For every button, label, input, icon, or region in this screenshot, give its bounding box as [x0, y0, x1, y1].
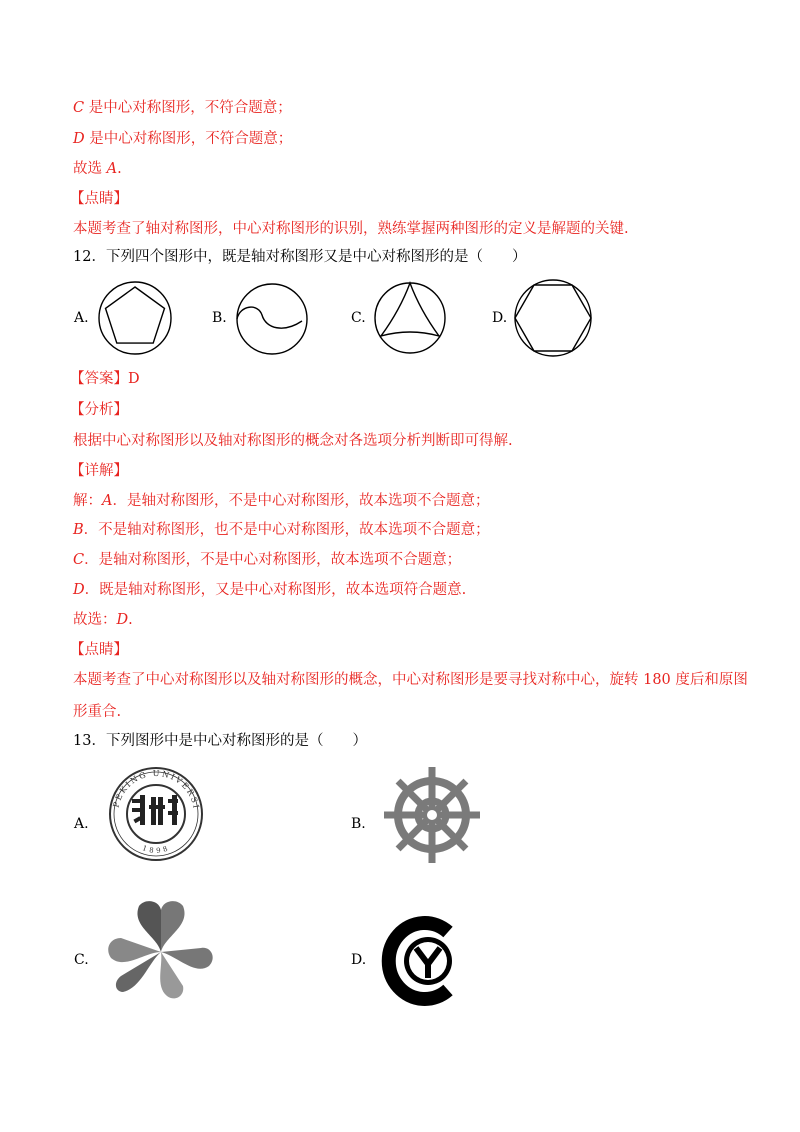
explanation-text: 是中心对称图形，不符合题意；	[88, 100, 292, 116]
option-letter: C	[73, 552, 85, 568]
explanation-text: ．既是轴对称图形，又是中心对称图形，故本选项符合题意.	[84, 582, 467, 598]
q12-option-a-label: A.	[74, 310, 89, 326]
four-petal-windmill-icon	[108, 902, 214, 1000]
prev-dianjing-text: 本题考查了轴对称图形，中心对称图形的识别，熟练掌握两种图形的定义是解题的关键.	[73, 221, 629, 237]
logo-arc-text: PEKING UNIVERSITY	[100, 759, 201, 811]
explanation-text: ．是轴对称图形，不是中心对称图形，故本选项不合题意；	[112, 493, 490, 509]
option-letter: D	[73, 582, 85, 598]
q12-option-d-explanation	[73, 580, 466, 600]
q13-stem: 13．下列图形中是中心对称图形的是（ ）	[73, 733, 367, 749]
q12-fenxi-text: 根据中心对称图形以及轴对称图形的概念对各选项分析判断即可得解.	[73, 433, 513, 449]
logo-year-text: 1898	[141, 843, 172, 855]
q13-option-a-label: A.	[74, 816, 89, 832]
q13-option-b-label: B.	[351, 816, 366, 832]
option-letter: C	[73, 100, 85, 116]
q12-dianjing-line1: 本题考查了中心对称图形以及轴对称图形的概念，中心对称图形是要寻找对称中心，旋转 180 度后和原图	[73, 672, 748, 688]
q12-option-a-explanation	[73, 491, 489, 511]
choose-prefix: 故选：	[73, 612, 117, 628]
option-letter: D	[73, 131, 85, 147]
q12-fenxi-tag: 【分析】	[70, 402, 128, 418]
q12-option-d-label: D.	[492, 310, 508, 326]
svg-text:1898	[141, 844, 171, 855]
q12-stem: 12．下列四个图形中，既是轴对称图形又是中心对称图形的是（ ）	[73, 249, 527, 265]
choose-letter: A	[106, 161, 118, 177]
q12-dianjing-tag: 【点睛】	[70, 642, 128, 658]
prev-choose-line	[73, 159, 122, 179]
hexagon-in-circle-icon	[510, 275, 596, 361]
q13-option-c-label: C.	[74, 952, 89, 968]
choose-prefix: 故选	[73, 161, 107, 177]
q12-answer-line	[70, 369, 140, 389]
q13-option-d-label: D.	[351, 952, 367, 968]
reuleaux-triangle-in-circle-icon	[370, 280, 450, 356]
q12-choose-line	[73, 610, 133, 630]
q12-option-c-explanation	[73, 550, 461, 570]
choose-letter: D	[116, 612, 129, 628]
peking-university-logo-icon	[100, 759, 208, 862]
q12-option-c-label: C.	[351, 310, 366, 326]
option-letter: A	[102, 493, 113, 509]
q12-option-b-explanation	[73, 520, 490, 540]
ship-wheel-icon	[382, 766, 482, 864]
pentagon-in-circle-icon	[95, 278, 175, 358]
prev-d-line	[73, 129, 292, 149]
answer-tag: 【答案】	[70, 371, 128, 387]
explanation-text: ．是轴对称图形，不是中心对称图形，故本选项不合题意；	[84, 552, 462, 568]
choose-suffix: .	[117, 161, 122, 177]
explanation-text: ．不是轴对称图形，也不是中心对称图形，故本选项不合题意；	[83, 522, 490, 538]
option-letter: B	[73, 522, 84, 538]
q12-xiangjie-tag: 【详解】	[70, 463, 128, 479]
yin-yang-like-circle-icon	[232, 281, 312, 357]
q12-option-b-label: B.	[212, 310, 227, 326]
prev-c-line	[73, 98, 292, 118]
prev-dianjing-tag: 【点睛】	[70, 191, 128, 207]
answer-value: D	[128, 371, 140, 387]
q12-dianjing-line2: 形重合.	[73, 704, 122, 720]
choose-suffix: .	[128, 612, 133, 628]
cy-logo-icon	[384, 918, 460, 1004]
explanation-text: 是中心对称图形，不符合题意；	[89, 131, 293, 147]
jie-prefix: 解：	[73, 493, 102, 509]
